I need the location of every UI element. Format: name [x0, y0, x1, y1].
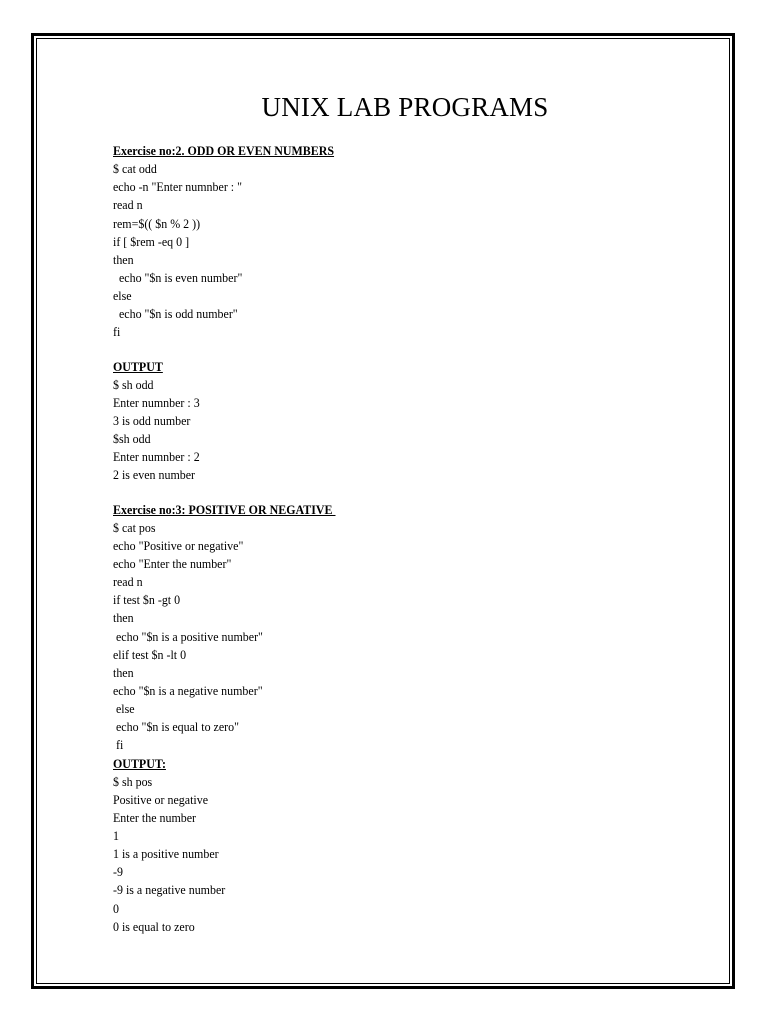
exercise-3-code-line: fi: [113, 737, 124, 753]
exercise-3-output-line: Positive or negative: [113, 791, 209, 807]
exercise-3-code-line: then: [113, 664, 134, 680]
exercise-2-code-line: read n: [113, 197, 143, 213]
exercise-3-heading-label: Exercise no:3:: [113, 501, 186, 517]
exercise-3-code-line: if test $n -gt 0: [113, 592, 181, 608]
exercise-2-code-line: echo "$n is even number": [113, 269, 243, 285]
exercise-3-code-line: $ cat pos: [113, 519, 156, 535]
exercise-2-output-line: Enter numnber : 2: [113, 449, 200, 465]
exercise-3-code-line: echo "$n is a positive number": [113, 628, 263, 644]
exercise-3-heading: [113, 501, 628, 519]
exercise-2-heading-title: ODD OR EVEN NUMBERS: [184, 143, 335, 158]
exercise-2-output-line: 3 is odd number: [113, 412, 191, 428]
exercise-3-output-line: 1 is a positive number: [113, 846, 219, 862]
exercise-3-output-line: 0: [113, 900, 119, 916]
exercise-3-output: [113, 773, 673, 936]
exercise-2-code-line: echo -n "Enter numnber : ": [113, 179, 243, 195]
section-gap: [113, 485, 673, 501]
exercise-2-output-line: $ sh odd: [113, 376, 154, 392]
section-gap: [113, 342, 673, 358]
exercise-2-output-line: 2 is even number: [113, 467, 196, 483]
exercise-3-output-line: -9: [113, 864, 123, 880]
exercise-3-code-line: then: [113, 610, 134, 626]
exercise-2-code-line: fi: [113, 324, 121, 340]
page-title-text: UNIX LAB PROGRAMS: [261, 92, 549, 122]
exercise-3-code-line: echo "$n is a negative number": [113, 682, 263, 698]
exercise-2-heading-label: Exercise no:2.: [113, 143, 185, 158]
page-title: [0, 92, 768, 123]
exercise-2-output-heading: OUTPUT: [113, 358, 163, 374]
exercise-3-heading-title: POSITIVE OR NEGATIVE: [185, 501, 336, 517]
exercise-3-output-heading: OUTPUT:: [113, 755, 166, 771]
exercise-2-output: [113, 376, 673, 485]
exercise-3-code-line: else: [113, 701, 135, 717]
exercise-2-code-line: if [ $rem -eq 0 ]: [113, 233, 190, 249]
exercise-2-code-line: then: [113, 251, 134, 267]
exercise-3-output-line: -9 is a negative number: [113, 882, 226, 898]
exercise-2-output-line: Enter numnber : 3: [113, 394, 200, 410]
exercise-3-output-line: $ sh pos: [113, 773, 153, 789]
exercise-2-code-line: echo "$n is odd number": [113, 306, 238, 322]
exercise-3-output-line: 0 is equal to zero: [113, 918, 195, 934]
exercise-3-code-line: echo "Positive or negative": [113, 537, 244, 553]
exercise-2-code-line: else: [113, 288, 132, 304]
exercise-2-output-line: $sh odd: [113, 431, 151, 447]
exercise-3-code-line: echo "$n is equal to zero": [113, 719, 240, 735]
exercise-2-code: [113, 160, 673, 341]
exercise-2-code-line: $ cat odd: [113, 161, 157, 177]
exercise-3-code: [113, 519, 673, 755]
exercise-3-output-line: Enter the number: [113, 809, 197, 825]
document-body: [113, 142, 673, 936]
exercise-3-code-line: echo "Enter the number": [113, 555, 232, 571]
exercise-2-heading: [113, 142, 628, 160]
exercise-3-code-line: read n: [113, 574, 143, 590]
exercise-3-output-line: 1: [113, 828, 119, 844]
exercise-2-code-line: rem=$(( $n % 2 )): [113, 215, 201, 231]
exercise-3-code-line: elif test $n -lt 0: [113, 646, 187, 662]
